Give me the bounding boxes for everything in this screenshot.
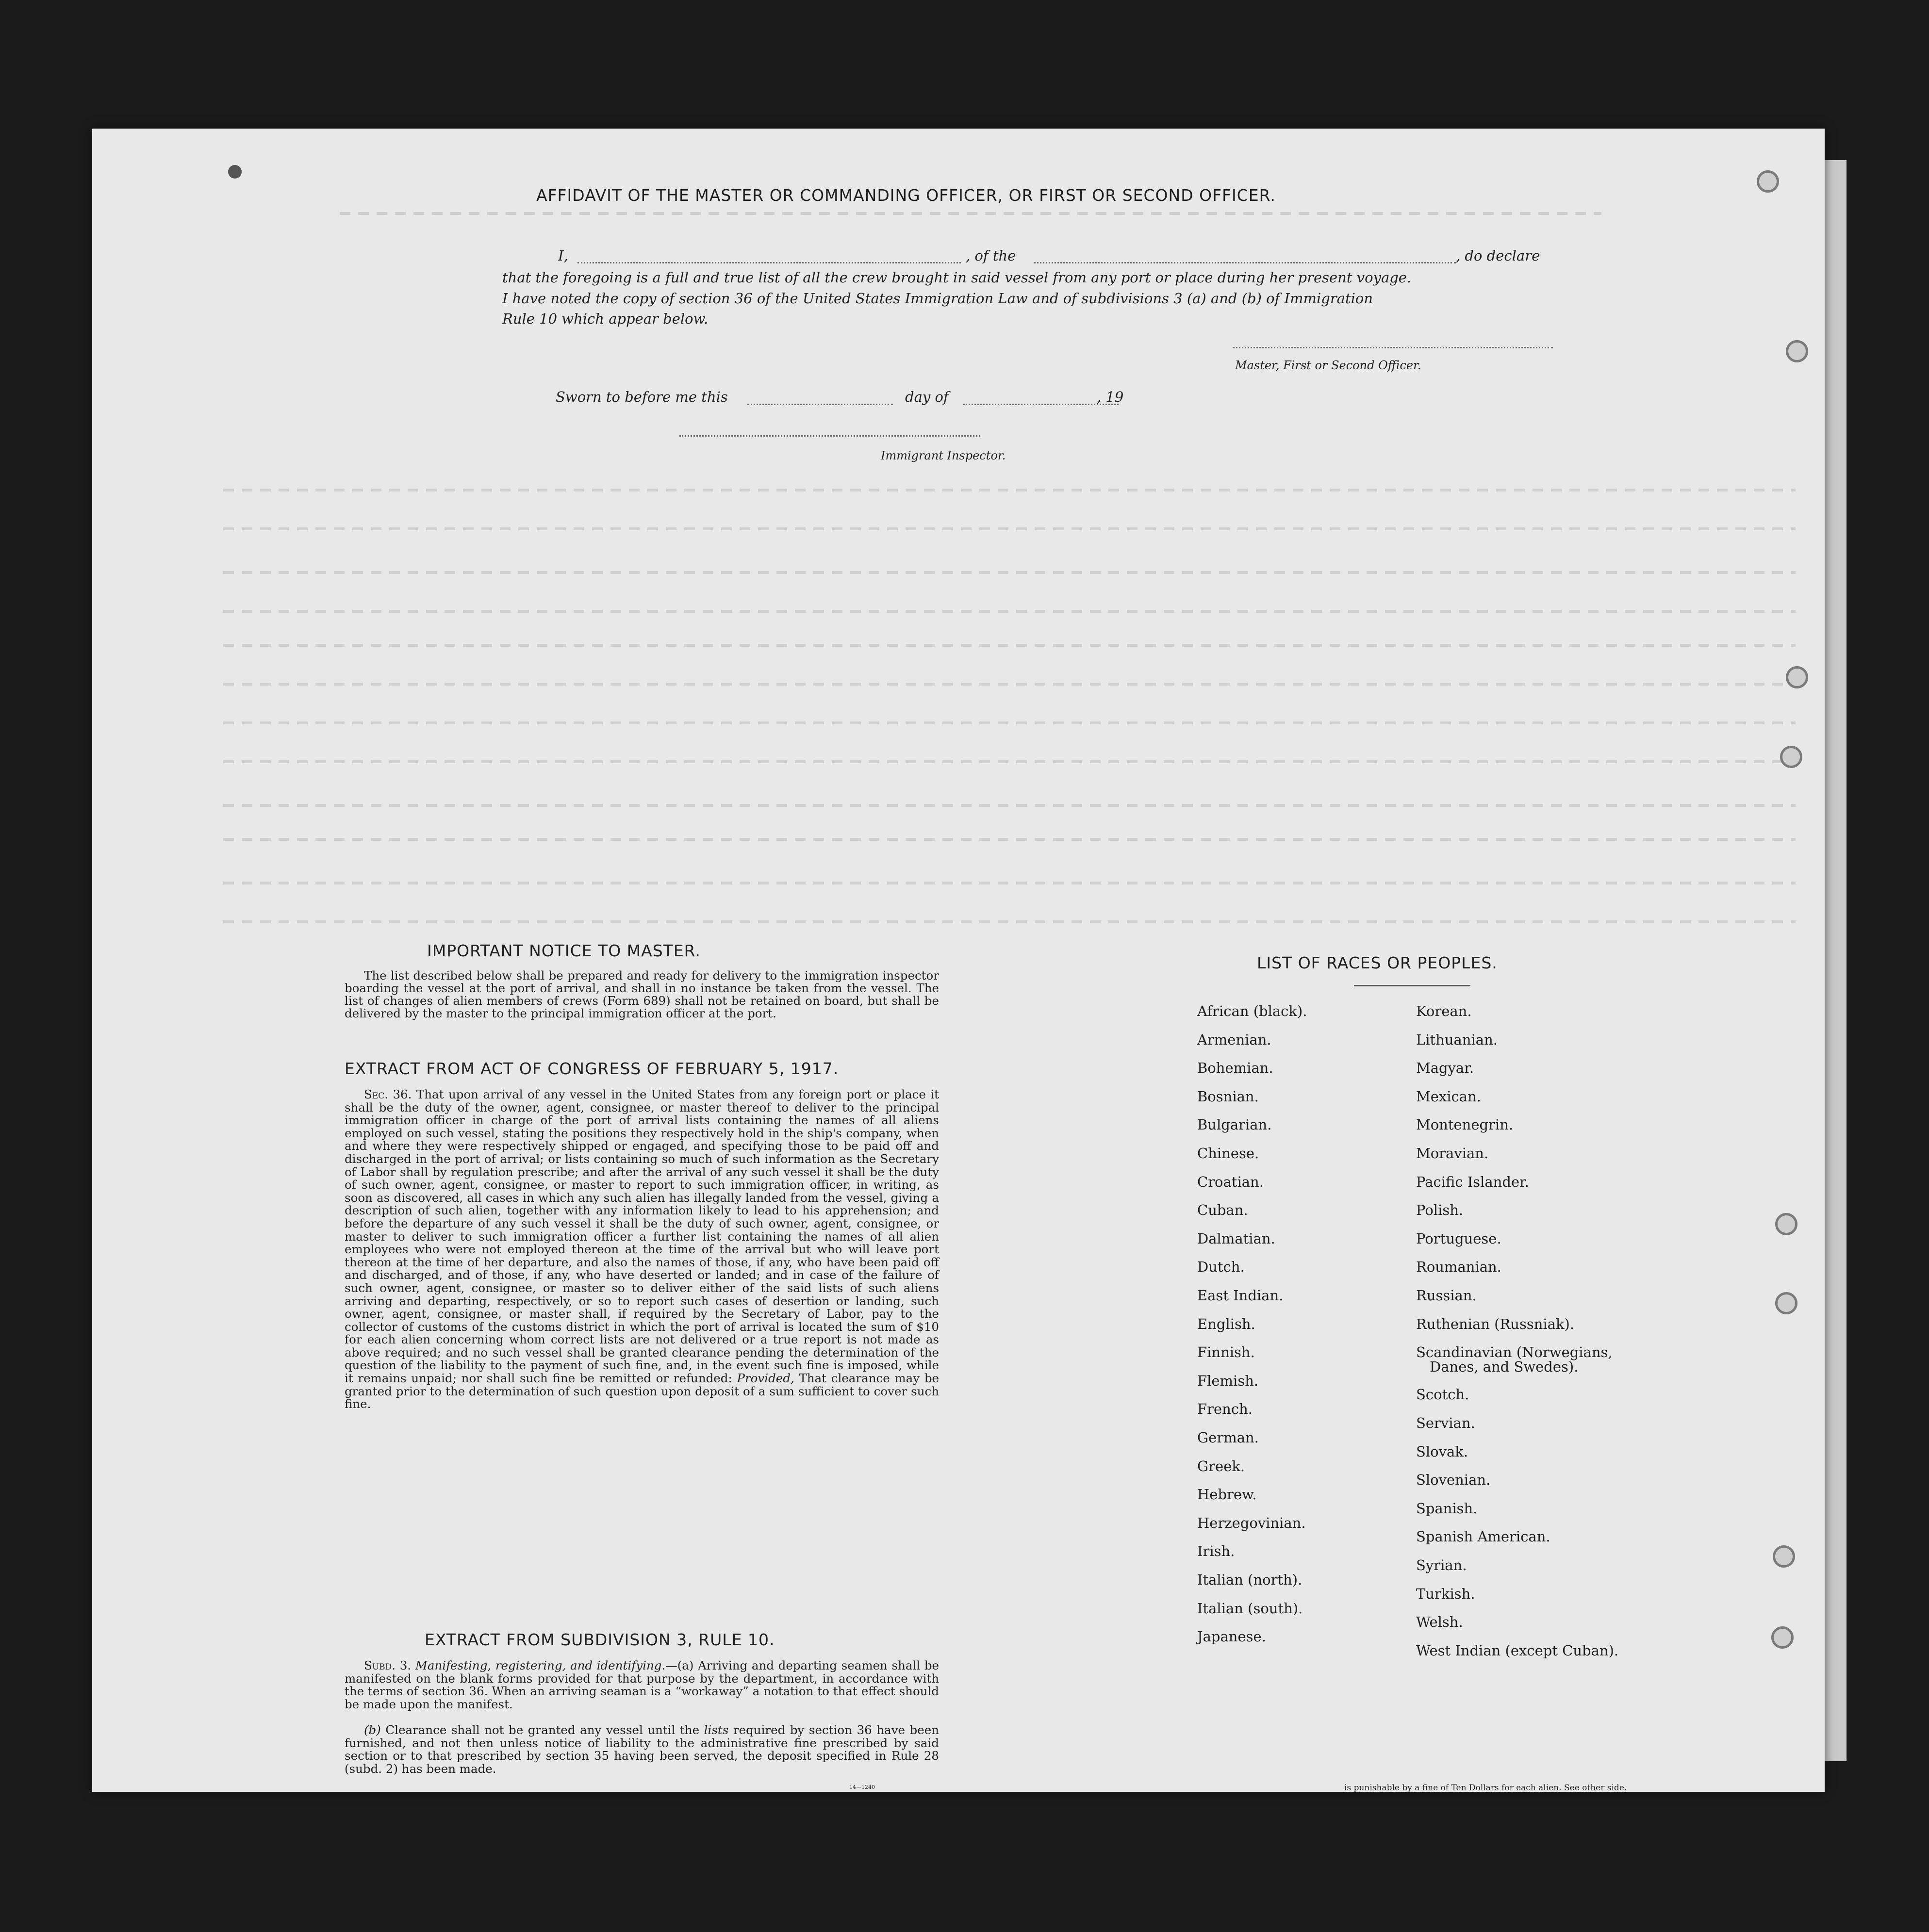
rule-extract-title: EXTRACT FROM SUBDIVISION 3, RULE 10. bbox=[425, 1630, 775, 1649]
race-item: Ruthenian (Russniak). bbox=[1416, 1315, 1575, 1332]
race-item: Korean. bbox=[1416, 1003, 1472, 1019]
race-item: Montenegrin. bbox=[1416, 1116, 1514, 1133]
race-item: Finnish. bbox=[1197, 1344, 1255, 1361]
race-item: Japanese. bbox=[1197, 1628, 1266, 1645]
race-item: Bosnian. bbox=[1197, 1088, 1259, 1105]
footer-note: is punishable by a fine of Ten Dollars for each alien. See other side. bbox=[1344, 1783, 1627, 1792]
race-item: German. bbox=[1197, 1429, 1259, 1446]
rule-extract-para-a bbox=[345, 1659, 939, 1711]
race-item: Lithuanian. bbox=[1416, 1031, 1498, 1048]
vessel-blank-line[interactable] bbox=[1034, 262, 1456, 263]
sec-36-text: That upon arrival of any vessel in the United States from any foreign port or place it shall be the duty of the owner, agent, consignee, or master thereof to deliver to the principal immigration officer in charge of the port of arrival lists containing the names of all aliens employed on such vessel, stating the positions they respectively hold in the ship's company, when and where they were respectively shipped or engaged, and specifying those to be paid off and discharged in the port of arrival; or lists containing so much of such information as the Secretary of Labor shall by regulation prescribe; and after the arrival of any such vessel it shall be the duty of such owner, agent, consignee, or master to report to such immigration officer, in writing, as soon as discovered, all cases in which any such alien has illegally landed from the vessel, giving a description of such alien, together with any information likely to lead to his apprehension; and before the departure of any such vessel it shall be the duty of such owner, agent, consignee, or master to deliver to such immigration officer a further list containing the names of all alien employees who were not employed thereon at the time of the arrival but who will leave port thereon at the time of her departure, and also the names of those, if any, who have been paid off and discharged, and of those, if any, who have deserted or landed; and in case of the failure of such owner, agent, consignee, or master so to deliver either of the said lists of such aliens arriving and departing, respectively, or so to report such cases of desertion or landing, such owner, agent, consignee, or master shall, if required by the Secretary of Labor, pay to the collector of customs of the customs district in which the port of arrival is located the sum of $10 for each alien concerning whom correct lists are not delivered or a true report is not made as above required; and no such vessel shall be granted clearance pending the determination of the question of the liability to the payment of such fine, and, in the event such fine is imposed, while it remains unpaid; nor shall such fine be remitted or refunded: bbox=[345, 1087, 940, 1386]
race-item: East Indian. bbox=[1197, 1287, 1284, 1304]
race-item: Spanish. bbox=[1416, 1500, 1478, 1517]
subd-heading: Manifesting, registering, and identifying. bbox=[415, 1658, 666, 1672]
race-item: Bulgarian. bbox=[1197, 1116, 1272, 1133]
race-item: Moravian. bbox=[1416, 1145, 1489, 1162]
affidavit-of-the: , of the bbox=[966, 247, 1016, 264]
race-item: Chinese. bbox=[1197, 1145, 1259, 1162]
para-b-text-2: required by section 36 have been furnished, and not then unless notice of liability to the administrative fine prescribed by said section or to that prescribed by section 35 having been served, the deposit specified in Rule 28 (subd. 2) has been made. bbox=[345, 1723, 939, 1776]
race-item: Hebrew. bbox=[1197, 1486, 1257, 1503]
para-b-text-1: Clearance shall not be granted any vessel until the bbox=[385, 1723, 700, 1737]
corner-stamp-mark bbox=[228, 165, 242, 179]
punch-hole bbox=[1786, 340, 1808, 362]
race-item: Armenian. bbox=[1197, 1031, 1271, 1048]
punch-hole bbox=[1771, 1626, 1794, 1649]
punch-hole bbox=[1786, 666, 1808, 688]
notice-title: IMPORTANT NOTICE TO MASTER. bbox=[427, 941, 701, 960]
race-item: Syrian. bbox=[1416, 1557, 1467, 1573]
race-item: English. bbox=[1197, 1315, 1255, 1332]
races-title-rule bbox=[1354, 985, 1470, 986]
rule-extract-para-b bbox=[345, 1724, 939, 1775]
races-title: LIST OF RACES OR PEOPLES. bbox=[1257, 953, 1498, 972]
document-page bbox=[92, 129, 1825, 1792]
act-extract-body bbox=[345, 1088, 939, 1411]
affidavit-line4: Rule 10 which appear below. bbox=[502, 311, 709, 327]
race-item: Mexican. bbox=[1416, 1088, 1481, 1105]
punch-hole bbox=[1773, 1545, 1795, 1568]
race-item: Italian (north). bbox=[1197, 1572, 1302, 1588]
race-item: Slovak. bbox=[1416, 1443, 1468, 1460]
paper-edge bbox=[1825, 160, 1847, 1761]
race-item: West Indian (except Cuban). bbox=[1416, 1642, 1619, 1659]
race-item: Scandinavian (Norwegians, bbox=[1416, 1344, 1613, 1361]
race-item: Irish. bbox=[1197, 1543, 1235, 1560]
affidavit-title: AFFIDAVIT OF THE MASTER OR COMMANDING OFFICER, OR FIRST OR SECOND OFFICER. bbox=[536, 186, 1276, 205]
race-item: Croatian. bbox=[1197, 1173, 1264, 1190]
race-item: Pacific Islander. bbox=[1416, 1173, 1530, 1190]
punch-hole bbox=[1775, 1292, 1797, 1314]
affidavit-i: I, bbox=[558, 247, 568, 264]
act-extract-title: EXTRACT FROM ACT OF CONGRESS OF FEBRUARY 5, 1917. bbox=[345, 1059, 839, 1078]
race-item: Greek. bbox=[1197, 1457, 1245, 1474]
race-item: Roumanian. bbox=[1416, 1259, 1501, 1276]
race-item: Flemish. bbox=[1197, 1372, 1259, 1389]
signature-label: Master, First or Second Officer. bbox=[1235, 359, 1421, 372]
inspector-signature-line[interactable] bbox=[679, 435, 980, 437]
race-item: French. bbox=[1197, 1401, 1253, 1418]
race-item: Dutch. bbox=[1197, 1259, 1245, 1276]
race-item: African (black). bbox=[1197, 1003, 1307, 1019]
day-of-label: day of bbox=[905, 389, 949, 405]
sworn-label: Sworn to before me this bbox=[556, 389, 728, 405]
race-item: Servian. bbox=[1416, 1415, 1475, 1431]
affidavit-line2: that the foregoing is a full and true list of all the crew brought in said vessel from any port or place during her present voyage. bbox=[502, 269, 1412, 286]
race-item: Italian (south). bbox=[1197, 1600, 1303, 1617]
lists-word: lists bbox=[704, 1723, 729, 1737]
provided-word: Provided, bbox=[737, 1371, 794, 1386]
race-item: Spanish American. bbox=[1416, 1528, 1550, 1545]
sworn-month-blank[interactable] bbox=[963, 404, 1119, 405]
year-label: , 19 bbox=[1097, 389, 1124, 405]
form-number: 14—1240 bbox=[849, 1784, 875, 1790]
race-item: Scotch. bbox=[1416, 1386, 1469, 1403]
name-blank-line[interactable] bbox=[577, 262, 961, 263]
bleed-through-texture bbox=[92, 129, 1825, 1792]
race-item: Welsh. bbox=[1416, 1614, 1463, 1631]
signature-line[interactable] bbox=[1233, 347, 1553, 348]
race-item: Portuguese. bbox=[1416, 1230, 1501, 1247]
race-item: Turkish. bbox=[1416, 1585, 1475, 1602]
race-item: Cuban. bbox=[1197, 1202, 1248, 1219]
subd-label: Subd. 3. bbox=[364, 1658, 412, 1672]
inspector-label: Immigrant Inspector. bbox=[881, 449, 1006, 462]
punch-hole bbox=[1775, 1213, 1797, 1235]
race-item: Danes, and Swedes). bbox=[1430, 1359, 1579, 1375]
race-item: Magyar. bbox=[1416, 1060, 1474, 1077]
affidavit-line3: I have noted the copy of section 36 of the United States Immigration Law and of subdivisions 3 (a) and (b) of Immigration bbox=[502, 290, 1373, 307]
race-item: Dalmatian. bbox=[1197, 1230, 1275, 1247]
punch-hole bbox=[1757, 170, 1779, 193]
sec-label: Sec. 36. bbox=[364, 1087, 412, 1101]
race-item: Slovenian. bbox=[1416, 1472, 1491, 1489]
sec-36-text-end: That clearance may be granted prior to the determination of such question upon deposit of a sum sufficient to cover such fine. bbox=[345, 1371, 939, 1411]
race-item: Russian. bbox=[1416, 1287, 1477, 1304]
para-b-label: (b) bbox=[364, 1723, 381, 1737]
race-item: Polish. bbox=[1416, 1202, 1464, 1219]
notice-body: The list described below shall be prepared and ready for delivery to the immigration inspector boarding the vessel at the port of arrival, and shall in no instance be taken from the vessel. The list of changes of alien members of crews (Form 689) shall not be retained on board, but shall be delivered by the master to the principal immigration officer at the port. bbox=[345, 968, 939, 1020]
sworn-day-blank[interactable] bbox=[747, 404, 893, 405]
para-a-text: —(a) Arriving and departing seamen shall be manifested on the blank forms provided for that purpose by the department, in accordance with the terms of section 36. When an arriving seaman is a “workaway” a notation to that effect should be made upon the manifest. bbox=[345, 1658, 940, 1711]
race-item: Herzegovinian. bbox=[1197, 1514, 1306, 1531]
race-item: Bohemian. bbox=[1197, 1060, 1273, 1077]
affidavit-declare: , do declare bbox=[1456, 247, 1540, 264]
punch-hole bbox=[1780, 746, 1802, 768]
